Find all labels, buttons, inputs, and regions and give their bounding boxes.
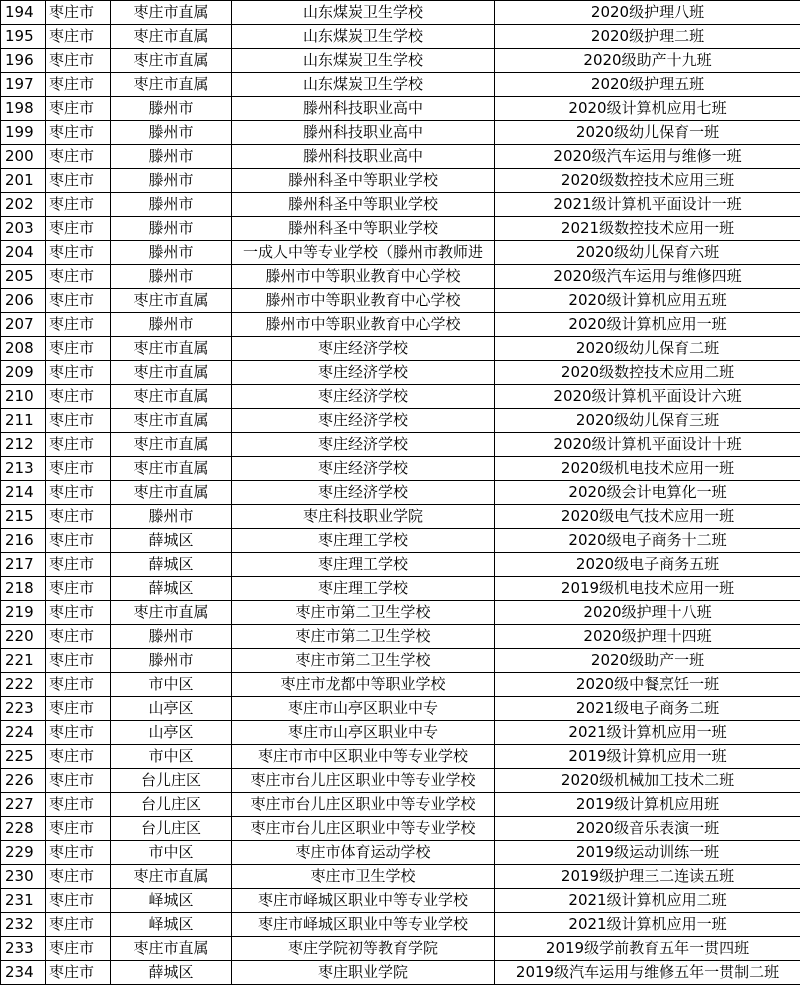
district-cell: 枣庄市直属 [111,361,232,385]
city-cell: 枣庄市 [46,25,111,49]
row-number-cell: 218 [1,577,46,601]
school-cell: 枣庄市体育运动学校 [232,841,495,865]
class-cell: 2020级护理八班 [495,1,800,25]
school-cell: 枣庄市峄城区职业中等专业学校 [232,889,495,913]
row-number-cell: 195 [1,25,46,49]
row-number-cell: 233 [1,937,46,961]
row-number-cell: 226 [1,769,46,793]
district-cell: 滕州市 [111,169,232,193]
class-cell: 2020级中餐烹饪一班 [495,673,800,697]
row-number-cell: 228 [1,817,46,841]
school-cell: 山东煤炭卫生学校 [232,25,495,49]
district-cell: 市中区 [111,745,232,769]
row-number-cell: 234 [1,961,46,985]
city-cell: 枣庄市 [46,97,111,121]
city-cell: 枣庄市 [46,673,111,697]
school-cell: 枣庄市龙都中等职业学校 [232,673,495,697]
table-row [1,145,800,169]
table-body [1,1,800,985]
table-row [1,649,800,673]
row-number-cell: 220 [1,625,46,649]
row-number-cell: 216 [1,529,46,553]
district-cell: 滕州市 [111,121,232,145]
school-cell: 滕州科技职业高中 [232,121,495,145]
class-cell: 2020级数控技术应用三班 [495,169,800,193]
school-cell: 滕州科圣中等职业学校 [232,193,495,217]
city-cell: 枣庄市 [46,457,111,481]
row-number-cell: 209 [1,361,46,385]
class-cell: 2020级会计电算化一班 [495,481,800,505]
table-row [1,241,800,265]
row-number-cell: 201 [1,169,46,193]
school-cell: 枣庄科技职业学院 [232,505,495,529]
class-cell: 2021级计算机平面设计一班 [495,193,800,217]
district-cell: 薛城区 [111,577,232,601]
district-cell: 滕州市 [111,241,232,265]
class-cell: 2020级护理五班 [495,73,800,97]
city-cell: 枣庄市 [46,649,111,673]
class-cell: 2020级护理十八班 [495,601,800,625]
district-cell: 山亭区 [111,697,232,721]
table-row [1,553,800,577]
table-row [1,577,800,601]
district-cell: 薛城区 [111,961,232,985]
city-cell: 枣庄市 [46,529,111,553]
school-cell: 枣庄经济学校 [232,361,495,385]
table-row [1,121,800,145]
table-row [1,217,800,241]
city-cell: 枣庄市 [46,289,111,313]
district-cell: 台儿庄区 [111,793,232,817]
city-cell: 枣庄市 [46,409,111,433]
row-number-cell: 200 [1,145,46,169]
row-number-cell: 222 [1,673,46,697]
district-cell: 滕州市 [111,145,232,169]
row-number-cell: 232 [1,913,46,937]
class-cell: 2019级学前教育五年一贯四班 [495,937,800,961]
city-cell: 枣庄市 [46,265,111,289]
class-cell: 2021级电子商务二班 [495,697,800,721]
school-cell: 枣庄理工学校 [232,553,495,577]
class-cell: 2020级计算机平面设计六班 [495,385,800,409]
school-cell: 滕州科圣中等职业学校 [232,169,495,193]
table-row [1,169,800,193]
school-cell: 枣庄市第二卫生学校 [232,601,495,625]
table-row [1,25,800,49]
table-row [1,625,800,649]
city-cell: 枣庄市 [46,769,111,793]
class-cell: 2020级汽车运用与维修一班 [495,145,800,169]
table-row [1,289,800,313]
district-cell: 滕州市 [111,193,232,217]
city-cell: 枣庄市 [46,217,111,241]
city-cell: 枣庄市 [46,865,111,889]
table-row [1,937,800,961]
school-cell: 枣庄市峄城区职业中等专业学校 [232,913,495,937]
school-cell: 枣庄市台儿庄区职业中等专业学校 [232,817,495,841]
city-cell: 枣庄市 [46,505,111,529]
row-number-cell: 213 [1,457,46,481]
school-cell: 一成人中等专业学校（滕州市教师进 [232,241,495,265]
class-cell: 2021级计算机应用二班 [495,889,800,913]
class-cell: 2020级幼儿保育二班 [495,337,800,361]
class-cell: 2020级音乐表演一班 [495,817,800,841]
school-cell: 枣庄市台儿庄区职业中等专业学校 [232,793,495,817]
row-number-cell: 215 [1,505,46,529]
city-cell: 枣庄市 [46,481,111,505]
class-cell: 2020级助产一班 [495,649,800,673]
school-cell: 枣庄经济学校 [232,385,495,409]
table-row [1,673,800,697]
district-cell: 枣庄市直属 [111,49,232,73]
district-cell: 枣庄市直属 [111,289,232,313]
row-number-cell: 212 [1,433,46,457]
class-cell: 2020级机电技术应用一班 [495,457,800,481]
class-cell: 2020级助产十九班 [495,49,800,73]
table-row [1,769,800,793]
row-number-cell: 221 [1,649,46,673]
row-number-cell: 204 [1,241,46,265]
table-row [1,361,800,385]
row-number-cell: 229 [1,841,46,865]
city-cell: 枣庄市 [46,49,111,73]
district-cell: 市中区 [111,673,232,697]
school-cell: 枣庄市山亭区职业中专 [232,697,495,721]
city-cell: 枣庄市 [46,601,111,625]
district-cell: 滕州市 [111,97,232,121]
table-row [1,961,800,985]
city-cell: 枣庄市 [46,313,111,337]
table-row [1,313,800,337]
district-cell: 峄城区 [111,889,232,913]
table-row [1,601,800,625]
class-cell: 2020级汽车运用与维修四班 [495,265,800,289]
table-row [1,697,800,721]
city-cell: 枣庄市 [46,193,111,217]
city-cell: 枣庄市 [46,889,111,913]
row-number-cell: 206 [1,289,46,313]
class-cell: 2020级机械加工技术二班 [495,769,800,793]
class-cell: 2020级护理二班 [495,25,800,49]
city-cell: 枣庄市 [46,73,111,97]
table-row [1,481,800,505]
class-cell: 2020级幼儿保育三班 [495,409,800,433]
table-row [1,841,800,865]
class-cell: 2020级护理十四班 [495,625,800,649]
table-row [1,433,800,457]
district-cell: 枣庄市直属 [111,409,232,433]
table-row [1,457,800,481]
class-cell: 2019级计算机应用班 [495,793,800,817]
district-cell: 枣庄市直属 [111,337,232,361]
row-number-cell: 197 [1,73,46,97]
table-row [1,73,800,97]
class-cell: 2019级机电技术应用一班 [495,577,800,601]
city-cell: 枣庄市 [46,793,111,817]
city-cell: 枣庄市 [46,577,111,601]
city-cell: 枣庄市 [46,745,111,769]
school-cell: 枣庄市卫生学校 [232,865,495,889]
school-cell: 枣庄市第二卫生学校 [232,625,495,649]
row-number-cell: 205 [1,265,46,289]
city-cell: 枣庄市 [46,121,111,145]
school-cell: 枣庄理工学校 [232,529,495,553]
school-cell: 滕州科圣中等职业学校 [232,217,495,241]
city-cell: 枣庄市 [46,361,111,385]
city-cell: 枣庄市 [46,169,111,193]
row-number-cell: 202 [1,193,46,217]
city-cell: 枣庄市 [46,697,111,721]
class-cell: 2020级计算机平面设计十班 [495,433,800,457]
district-cell: 台儿庄区 [111,769,232,793]
row-number-cell: 196 [1,49,46,73]
district-cell: 滕州市 [111,649,232,673]
row-number-cell: 214 [1,481,46,505]
district-cell: 市中区 [111,841,232,865]
table-row [1,97,800,121]
city-cell: 枣庄市 [46,241,111,265]
district-cell: 薛城区 [111,529,232,553]
table-row [1,889,800,913]
school-cell: 滕州科技职业高中 [232,145,495,169]
district-cell: 峄城区 [111,913,232,937]
class-cell: 2020级计算机应用五班 [495,289,800,313]
row-number-cell: 225 [1,745,46,769]
table-row [1,721,800,745]
district-cell: 枣庄市直属 [111,601,232,625]
table-row [1,265,800,289]
district-cell: 枣庄市直属 [111,457,232,481]
row-number-cell: 227 [1,793,46,817]
class-cell: 2020级计算机应用一班 [495,313,800,337]
school-cell: 枣庄学院初等教育学院 [232,937,495,961]
city-cell: 枣庄市 [46,337,111,361]
school-cell: 枣庄经济学校 [232,481,495,505]
city-cell: 枣庄市 [46,913,111,937]
class-cell: 2020级电子商务五班 [495,553,800,577]
city-cell: 枣庄市 [46,961,111,985]
class-cell: 2020级数控技术应用二班 [495,361,800,385]
class-cell: 2020级计算机应用七班 [495,97,800,121]
row-number-cell: 217 [1,553,46,577]
row-number-cell: 231 [1,889,46,913]
district-cell: 台儿庄区 [111,817,232,841]
district-cell: 山亭区 [111,721,232,745]
school-cell: 枣庄职业学院 [232,961,495,985]
district-cell: 滕州市 [111,313,232,337]
table-row [1,529,800,553]
school-cell: 滕州市中等职业教育中心学校 [232,289,495,313]
school-cell: 枣庄市市中区职业中等专业学校 [232,745,495,769]
table-row [1,49,800,73]
row-number-cell: 203 [1,217,46,241]
city-cell: 枣庄市 [46,553,111,577]
school-cell: 枣庄市第二卫生学校 [232,649,495,673]
row-number-cell: 208 [1,337,46,361]
table-row [1,817,800,841]
district-cell: 枣庄市直属 [111,73,232,97]
row-number-cell: 194 [1,1,46,25]
class-cell: 2021级数控技术应用一班 [495,217,800,241]
row-number-cell: 199 [1,121,46,145]
table-row [1,193,800,217]
class-cell: 2021级计算机应用一班 [495,913,800,937]
class-cell: 2021级计算机应用一班 [495,721,800,745]
school-cell: 枣庄市山亭区职业中专 [232,721,495,745]
district-cell: 枣庄市直属 [111,1,232,25]
district-cell: 枣庄市直属 [111,865,232,889]
class-cell: 2020级电子商务十二班 [495,529,800,553]
district-cell: 枣庄市直属 [111,433,232,457]
row-number-cell: 224 [1,721,46,745]
class-cell: 2019级护理三二连读五班 [495,865,800,889]
class-cell: 2020级电气技术应用一班 [495,505,800,529]
district-cell: 滕州市 [111,505,232,529]
district-cell: 滕州市 [111,625,232,649]
row-number-cell: 211 [1,409,46,433]
table-row [1,505,800,529]
district-cell: 滕州市 [111,217,232,241]
table-row [1,1,800,25]
table-row [1,793,800,817]
city-cell: 枣庄市 [46,625,111,649]
school-cell: 枣庄经济学校 [232,337,495,361]
district-cell: 枣庄市直属 [111,937,232,961]
city-cell: 枣庄市 [46,433,111,457]
table-row [1,913,800,937]
table-row [1,337,800,361]
school-cell: 枣庄经济学校 [232,433,495,457]
district-cell: 枣庄市直属 [111,25,232,49]
row-number-cell: 210 [1,385,46,409]
city-cell: 枣庄市 [46,937,111,961]
school-cell: 滕州市中等职业教育中心学校 [232,313,495,337]
city-cell: 枣庄市 [46,817,111,841]
school-cell: 枣庄经济学校 [232,409,495,433]
table-row [1,745,800,769]
class-cell: 2019级计算机应用一班 [495,745,800,769]
class-cell: 2020级幼儿保育一班 [495,121,800,145]
school-cell: 枣庄理工学校 [232,577,495,601]
class-cell: 2019级运动训练一班 [495,841,800,865]
table-row [1,409,800,433]
school-cell: 滕州科技职业高中 [232,97,495,121]
class-cell: 2019级汽车运用与维修五年一贯制二班 [495,961,800,985]
table-row [1,385,800,409]
table-row [1,865,800,889]
city-cell: 枣庄市 [46,1,111,25]
row-number-cell: 198 [1,97,46,121]
district-cell: 滕州市 [111,265,232,289]
class-cell: 2020级幼儿保育六班 [495,241,800,265]
school-cell: 枣庄市台儿庄区职业中等专业学校 [232,769,495,793]
row-number-cell: 219 [1,601,46,625]
city-cell: 枣庄市 [46,841,111,865]
district-cell: 枣庄市直属 [111,481,232,505]
city-cell: 枣庄市 [46,385,111,409]
school-cell: 枣庄经济学校 [232,457,495,481]
row-number-cell: 230 [1,865,46,889]
row-number-cell: 223 [1,697,46,721]
school-cell: 山东煤炭卫生学校 [232,73,495,97]
school-cell: 滕州市中等职业教育中心学校 [232,265,495,289]
district-cell: 薛城区 [111,553,232,577]
city-cell: 枣庄市 [46,721,111,745]
city-cell: 枣庄市 [46,145,111,169]
school-cell: 山东煤炭卫生学校 [232,1,495,25]
school-cell: 山东煤炭卫生学校 [232,49,495,73]
row-number-cell: 207 [1,313,46,337]
district-cell: 枣庄市直属 [111,385,232,409]
